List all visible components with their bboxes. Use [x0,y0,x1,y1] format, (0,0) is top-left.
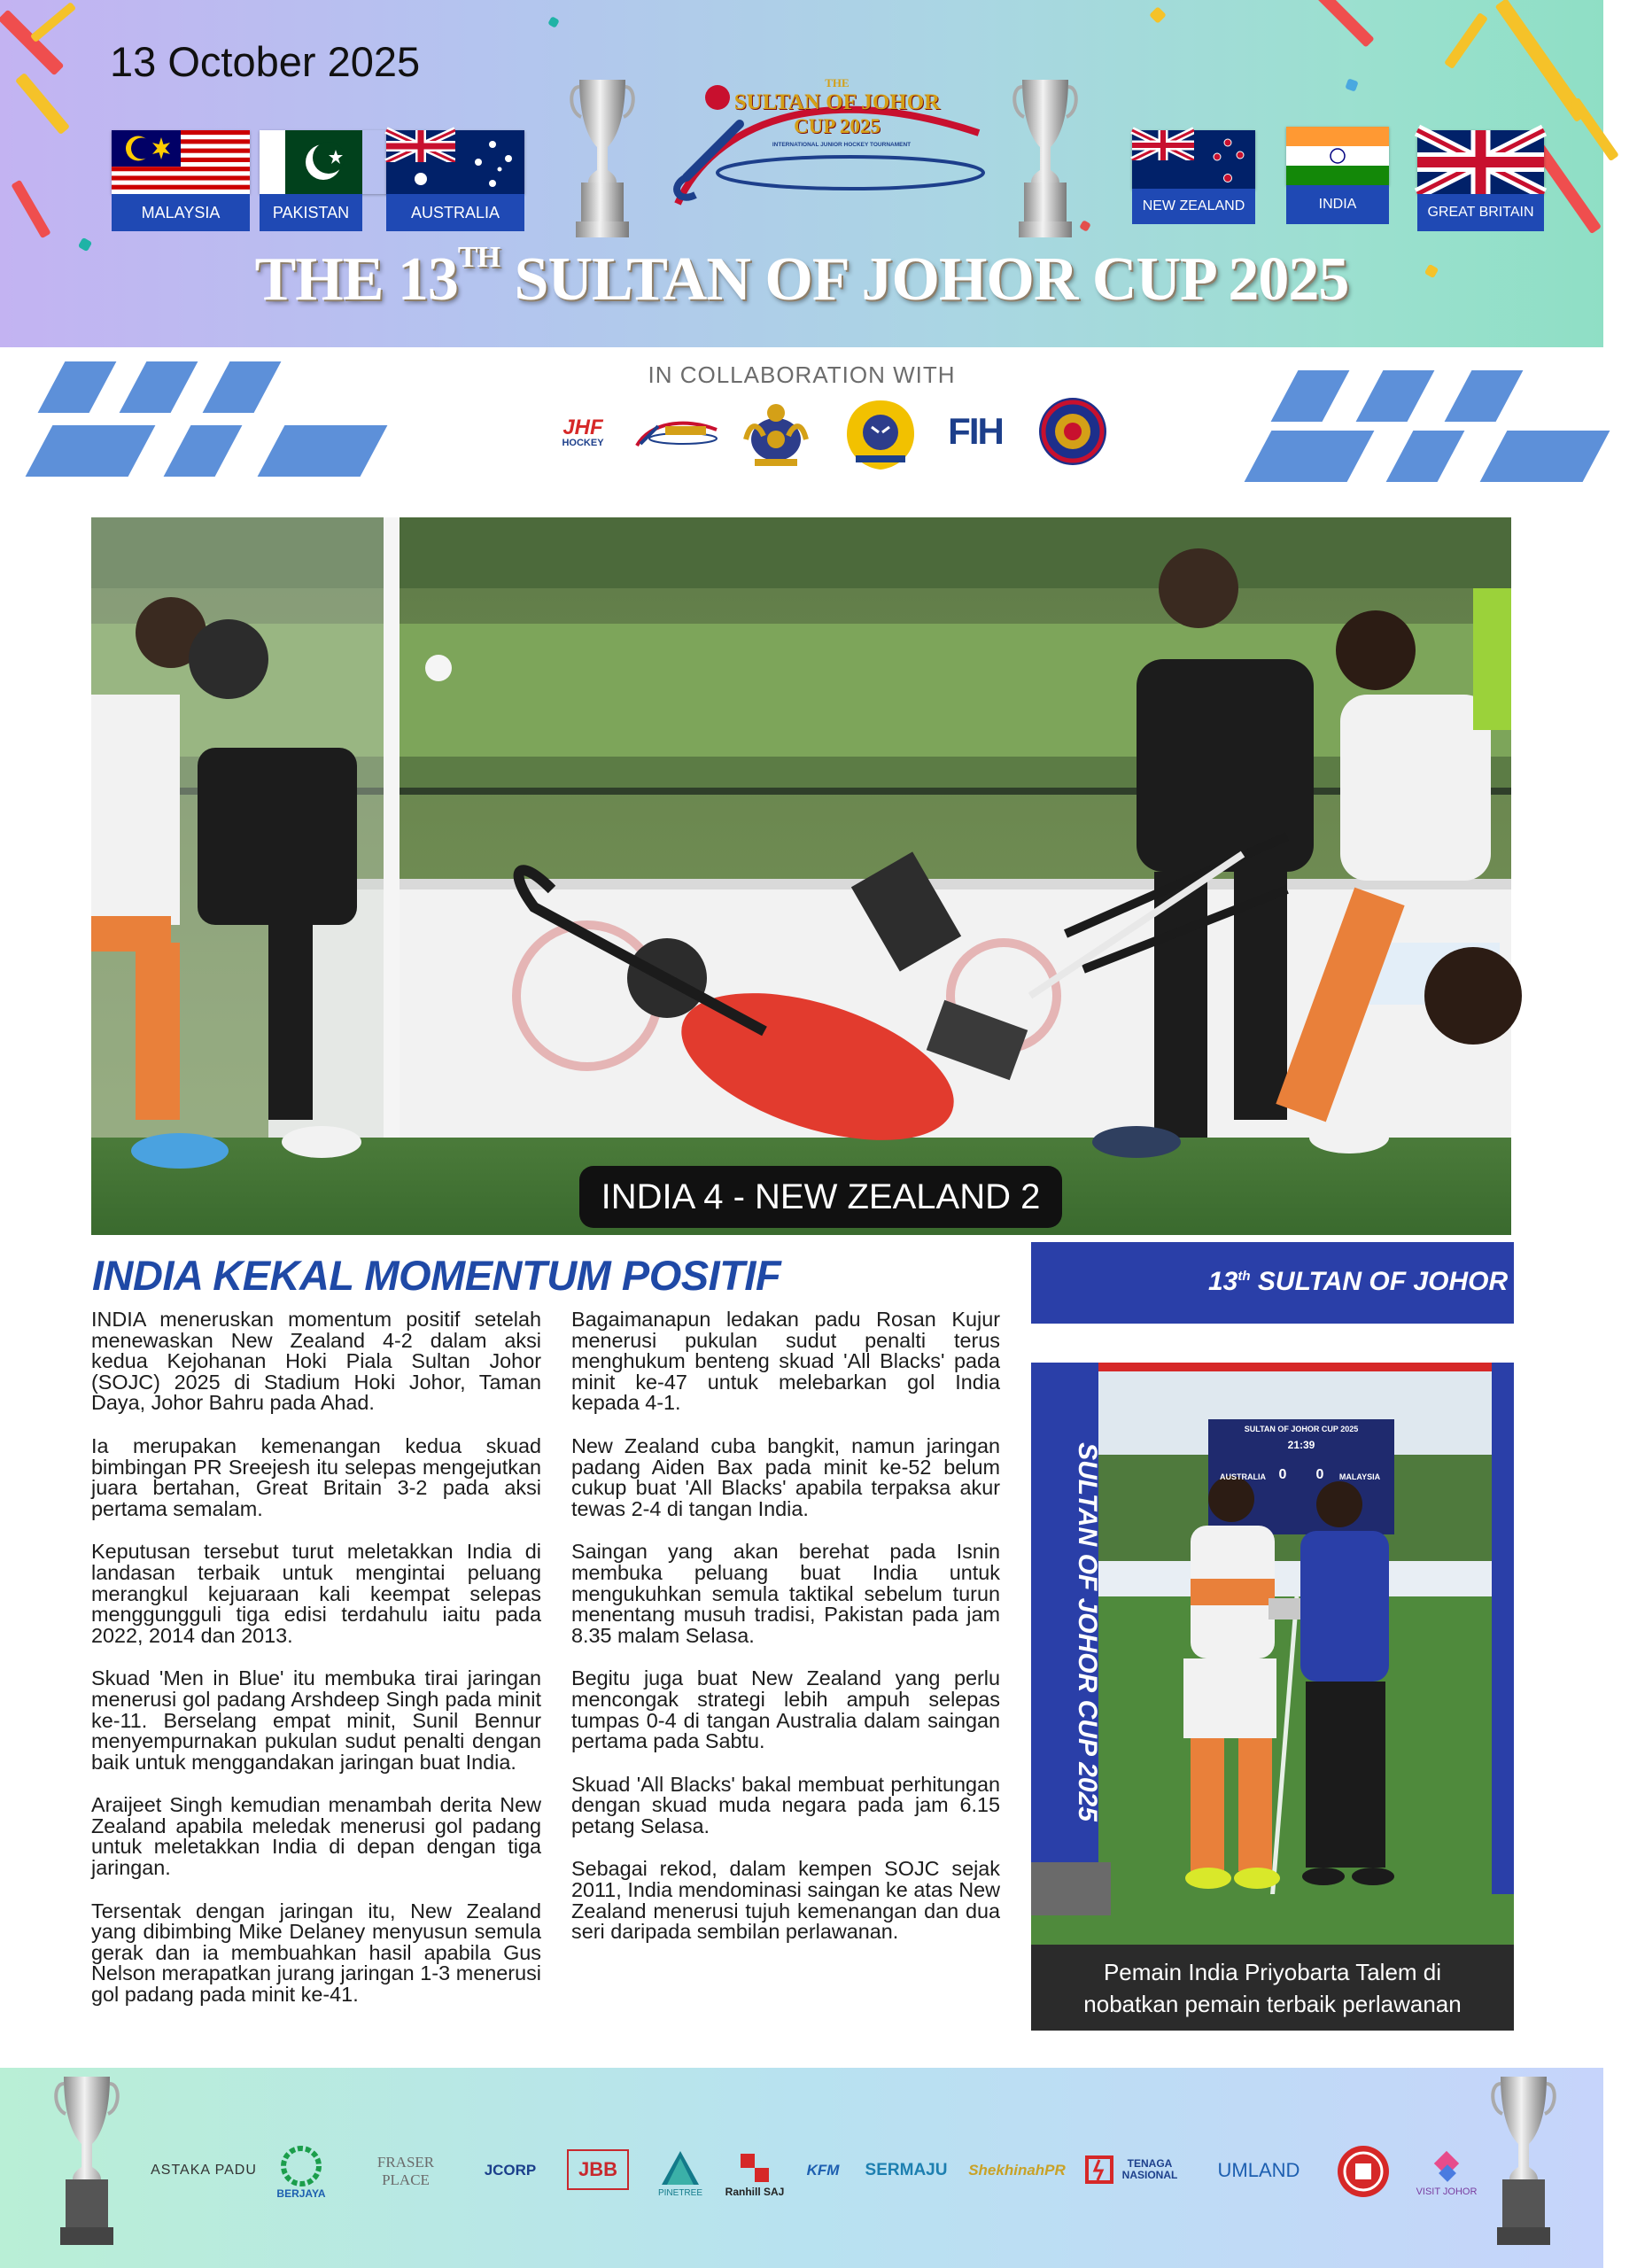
sponsor-sermaju: SERMAJU [865,2161,948,2179]
article-paragraph: Araijeet Singh kemudian menambah derita New Zealand apabila meledak menerusi gol padang untuk meletakkan India di depan dengan tiga jaringan. [91,1793,541,1880]
article-paragraph: Begitu juga buat New Zealand yang perlu mencongak strategi lebih ampuh selepas tumpas 0-4 di tangan Australia dalam saingan pertama pada Sabtu. [571,1666,1000,1753]
article-paragraph: Bagaimanapun ledakan padu Rosan Kujur menerusi pukulan sudut penalti terus menghukum benteng skuad 'All Blacks' pada minit ke-47 untuk melebarkan gol India kepada 4-1. [571,1308,1000,1415]
sponsor-fraser-place: FRASER PLACE [376,2154,435,2188]
sponsor-pinetree-label: PINETREE [657,2187,702,2198]
scoreboard-right-team: MALAYSIA [1338,1472,1381,1481]
trophy-icon [1488,2070,1559,2247]
sponsor-astaka-padu: ASTAKA PADU [151,2163,257,2178]
photo-caption-text: Pemain India Priyobarta Talem di nobatkan pemain terbaik perlawanan [1083,1958,1462,2017]
scoreboard-right-score: 0 [1315,1467,1324,1482]
sponsor-berjaya [268,2137,335,2208]
team-label-malaysia: MALAYSIA [112,194,250,231]
sponsor-shekhinah-pr: ShekhinahPR [968,2162,1066,2179]
match-photo [91,517,1511,1235]
chevron-decoration-left [27,361,390,485]
trophy-icon [567,73,638,241]
trophy-icon [1010,73,1081,241]
flag-great-britain-icon [1417,130,1544,194]
article-paragraph: Ia merupakan kemenangan kedua skuad bimbingan PR Sreejesh itu selepas mengejutkan juara bertahan, Great Britain 3-2 pada aksi pertama semalam. [91,1433,541,1520]
scoreboard-left-score: 0 [1278,1467,1287,1482]
team-label-australia: AUSTRALIA [386,194,524,231]
collaboration-label: IN COLLABORATION WITH [648,361,956,388]
sponsor-visit-johor [1407,2139,1486,2210]
match-score-label: INDIA 4 - NEW ZEALAND 2 [579,1166,1062,1228]
article-paragraph: Tersentak dengan jaringan itu, New Zealand yang dibimbing Mike Delaney menyusun semula gerak dan ia membuahkan hasil apabila Gus Nelson merapatkan jurang jaringan 1-3 menerusi gol padang pada minit ke-41. [91,1899,541,2007]
scoreboard-time: 21:39 [1287,1439,1315,1451]
photo-caption [1031,1945,1514,2031]
sponsor-visit-johor-label: VISIT JOHOR [1416,2186,1478,2197]
issue-date: 13 October 2025 [110,38,421,85]
flag-pakistan-icon [260,130,398,194]
logo-line-3: CUP 2025 [794,115,881,137]
sponsor-ranhill-label: Ranhill SAJ [725,2186,785,2198]
jhf-logo-sub: HOCKEY [562,438,604,448]
chevron-decoration-right [1240,361,1603,485]
article-paragraph: INDIA meneruskan momentum positif setelah menewaskan New Zealand 4-2 dalam aksi kedua Kejohanan Hoki Piala Sultan Johor (SOJC) 2025 di Stadium Hoki Johor, Taman Daya, Johor Bahru pada Ahad. [91,1308,541,1415]
flag-india-icon [1286,127,1389,185]
fih-logo [937,409,1013,454]
logo-subtitle: INTERNATIONAL JUNIOR HOCKEY TOURNAMENT [772,142,912,148]
logo-line-1: THE [825,76,850,89]
article-paragraph: Skuad 'Men in Blue' itu membuka tirai jaringan menerusi gol padang Arshdeep Singh pada minit ke-11. Berselang empat minit, Sunil Bennur menyempurnakan pukulan sudut penalti dengan baik untuk menggandakan jaringan buat India. [91,1666,541,1774]
ranhill-logo-icon [737,2150,772,2186]
jhf-hockey-logo [551,413,615,454]
flag-new-zealand-icon [1132,130,1255,190]
johor-crest-logo [733,400,818,471]
vertical-banner-text: SULTAN OF JOHOR CUP 2025 [1073,1442,1102,1821]
sponsor-ranhill-saj [721,2139,788,2210]
sponsor-kfm: KFM [806,2162,840,2179]
jhf-logo-text: JHF [562,416,603,439]
trophy-icon [51,2070,122,2247]
sponsor-tenaga-nasional [1079,2148,1191,2192]
scoreboard-left-team: AUSTRALIA [1220,1472,1266,1481]
article-paragraph: Keputusan tersebut turut meletakkan India di landasan terbaik untuk mengintai peluang merangkul kejuaraan kali keempat selepas menggungguli tiga edisi terdahulu iaitu pada 2022, 2014 dan 2013. [91,1540,541,1647]
sponsor-tnb-label: TENAGA NASIONAL [1121,2157,1178,2181]
team-label-new-zealand: NEW ZEALAND [1132,189,1255,224]
tnb-logo-icon [1084,2155,1114,2185]
tiger-crest-logo [840,397,921,473]
sponsor-pinetree [645,2142,716,2204]
team-label-india: INDIA [1286,185,1389,224]
seal-logo [1036,395,1109,468]
sponsor-berjaya-label: BERJAYA [276,2187,326,2200]
article-paragraph: Sebagai rekod, dalam kempen SOJC sejak 2011, India mendominasi saingan ke atas New Zealand menerusi tujuh kemenangan dan dua seri daripada sembilan perlawanan. [571,1857,1000,1944]
article-paragraph: Skuad 'All Blacks' bakal membuat perhitungan dengan skuad muda negara pada jam 6.15 petang Selasa. [571,1772,1000,1837]
sponsor-jbb: JBB [567,2149,629,2190]
logo-line-2: SULTAN OF JOHOR [733,90,941,114]
article-headline: INDIA KEKAL MOMENTUM POSITIF [92,1252,781,1299]
pinetree-logo-icon [660,2149,701,2188]
scoreboard-title: SULTAN OF JOHOR CUP 2025 [1244,1425,1359,1433]
sojc-mini-logo [631,413,721,454]
sponsor-jcorp: JCORP [484,2162,537,2179]
team-label-pakistan: PAKISTAN [260,194,362,231]
sponsor-umland: UMLAND [1217,2159,1300,2181]
sponsor-seal-icon [1336,2144,1391,2199]
article-paragraph: New Zealand cuba bangkit, namun jaringan padang Aiden Bax pada minit ke-52 belum cukup buat 'All Blacks' apabila terpaksa akur tewas 2-4 di tangan India. [571,1433,1000,1520]
player-of-match-photo [1031,1242,1637,2031]
sponsor-footer [0,2068,1603,2268]
header-banner [0,0,1603,347]
flag-malaysia-icon [112,130,250,194]
team-label-great-britain: GREAT BRITAIN [1417,194,1544,231]
banner-title: 13th SULTAN OF JOHOR CUP 2025 [1208,1267,1637,1296]
fih-logo-text: FIH [948,410,1003,452]
article-paragraph: Saingan yang akan berehat pada Isnin membuka peluang buat India untuk mengukuhkan semula taktikal sebelum turun menentang musuh tradisi, Pakistan pada jam 8.35 malam Selasa. [571,1540,1000,1647]
article-column-2 [571,1309,1000,1965]
flag-australia-icon [386,130,524,194]
tournament-logo [642,71,992,213]
visit-johor-logo-icon [1429,2151,1464,2186]
berjaya-logo-icon [280,2145,322,2187]
article-column-1 [91,1309,541,2028]
main-title: THE 13TH SULTAN OF JOHOR CUP 2025 [254,241,1349,314]
